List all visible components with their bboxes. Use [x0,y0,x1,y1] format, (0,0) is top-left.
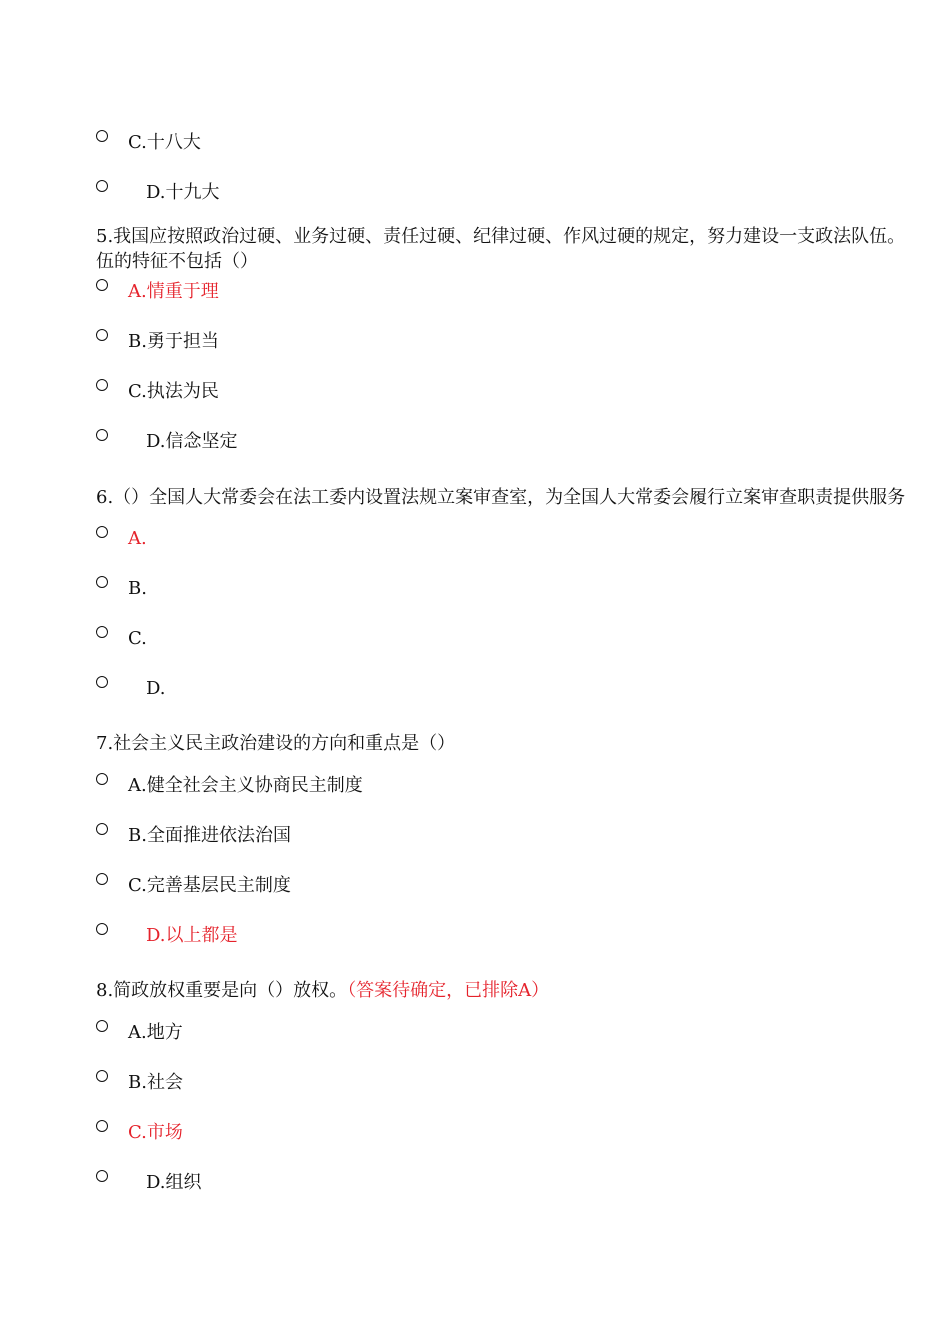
question-7-stem: 7.社会主义民主政治建设的方向和重点是（） [96,733,456,754]
option-label: C.完善基层民主制度 [128,875,291,896]
option-label: C.执法为民 [128,381,219,402]
option-label: D.十九大 [146,182,220,203]
radio-q5-c[interactable] [96,379,108,391]
radio-q6-a[interactable] [96,526,108,538]
radio-q6-c[interactable] [96,626,108,638]
radio-q4-d[interactable] [96,180,108,192]
question-8-stem [96,979,549,1003]
option-label: C. [128,628,147,649]
option-label: A.健全社会主义协商民主制度 [128,775,363,796]
radio-q5-b[interactable] [96,329,108,341]
option-label: B.勇于担当 [128,331,219,352]
option-label: C.十八大 [128,132,201,153]
question-5-stem-cont: 伍的特征不包括（） [96,251,258,272]
option-label-correct: A.情重于理 [128,281,219,302]
option-label: A.地方 [128,1022,183,1043]
radio-q8-b[interactable] [96,1070,108,1082]
option-label-correct: D.以上都是 [146,925,238,946]
radio-q5-d[interactable] [96,429,108,441]
radio-q6-b[interactable] [96,576,108,588]
option-label: D. [146,678,166,699]
option-label: D.组织 [146,1172,202,1193]
question-8-text: 8.简政放权重要是向（）放权。 [96,980,348,1001]
answer-note: （答案待确定，已排除A） [347,980,550,1001]
option-label-correct: A. [128,528,147,549]
radio-q7-b[interactable] [96,823,108,835]
radio-q8-a[interactable] [96,1020,108,1032]
question-5-stem: 5.我国应按照政治过硬、业务过硬、责任过硬、纪律过硬、作风过硬的规定，努力建设一支政法队伍。 [96,226,906,247]
radio-q8-d[interactable] [96,1170,108,1182]
radio-q7-a[interactable] [96,773,108,785]
option-label: B. [128,578,147,599]
radio-q5-a[interactable] [96,279,108,291]
radio-q8-c[interactable] [96,1120,108,1132]
radio-q4-c[interactable] [96,130,108,142]
option-label-correct: C.市场 [128,1122,183,1143]
option-label: D.信念坚定 [146,431,238,452]
question-6-stem: 6.（）全国人大常委会在法工委内设置法规立案审查室，为全国人大常委会履行立案审查职责提供服务 [96,487,906,508]
option-label: B.全面推进依法治国 [128,825,291,846]
radio-q7-d[interactable] [96,923,108,935]
radio-q7-c[interactable] [96,873,108,885]
option-label: B.社会 [128,1072,183,1093]
radio-q6-d[interactable] [96,676,108,688]
